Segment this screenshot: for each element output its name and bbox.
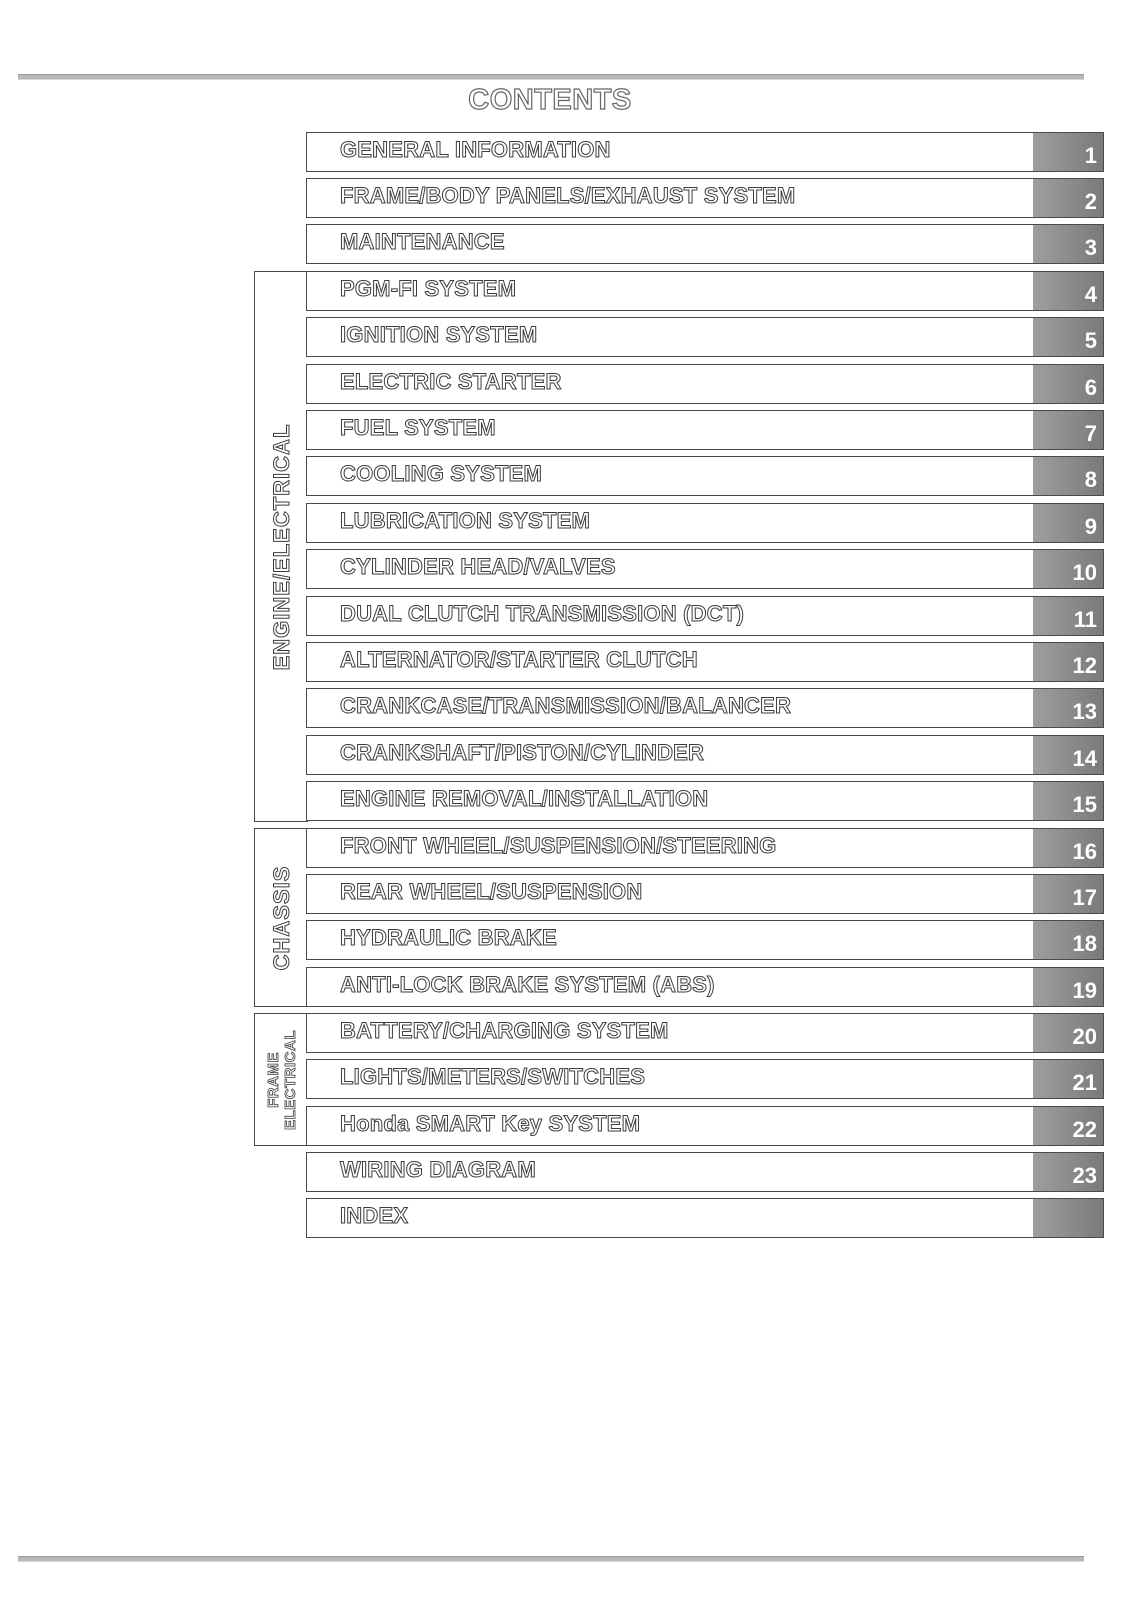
section-label: REAR WHEEL/SUSPENSION [340, 879, 643, 904]
section-number: 3 [1084, 235, 1097, 260]
top-rule [18, 74, 1084, 80]
section-number-tab [1033, 597, 1103, 635]
group-chassis [254, 828, 308, 1007]
section-label: PGM-FI SYSTEM [340, 276, 517, 301]
section-row[interactable] [306, 1059, 1104, 1099]
section-label: ANTI-LOCK BRAKE SYSTEM (ABS) [340, 972, 715, 997]
section-number-tab [1033, 689, 1103, 727]
section-label: COOLING SYSTEM [340, 461, 543, 486]
section-number-tab [1033, 225, 1103, 263]
section-row[interactable] [306, 503, 1104, 543]
section-number-tab [1033, 1107, 1103, 1145]
section-number-tab [1033, 968, 1103, 1006]
section-row[interactable] [306, 596, 1104, 636]
section-number: 22 [1072, 1117, 1097, 1142]
section-row[interactable] [306, 132, 1104, 172]
section-row[interactable] [306, 364, 1104, 404]
section-number-tab [1033, 1014, 1103, 1052]
section-label: FUEL SYSTEM [340, 415, 496, 440]
section-number-tab [1033, 365, 1103, 403]
section-number-tab [1033, 643, 1103, 681]
section-row[interactable] [306, 1106, 1104, 1146]
section-label: MAINTENANCE [340, 229, 505, 254]
section-number-tab [1033, 1153, 1103, 1191]
section-row[interactable] [306, 317, 1104, 357]
section-label: GENERAL INFORMATION [340, 137, 611, 162]
section-number-tab [1033, 411, 1103, 449]
section-number-tab [1033, 550, 1103, 588]
section-label: CRANKCASE/TRANSMISSION/BALANCER [340, 693, 792, 718]
section-row[interactable] [306, 178, 1104, 218]
section-number-tab [1033, 875, 1103, 913]
section-number: 12 [1072, 653, 1097, 678]
section-number-tab [1033, 318, 1103, 356]
section-number-tab [1033, 133, 1103, 171]
section-label: CYLINDER HEAD/VALVES [340, 554, 616, 579]
section-row[interactable] [306, 735, 1104, 775]
section-row[interactable] [306, 920, 1104, 960]
section-number: 7 [1084, 421, 1097, 446]
section-label: FRAME/BODY PANELS/EXHAUST SYSTEM [340, 183, 796, 208]
section-label: IGNITION SYSTEM [340, 322, 538, 347]
section-number: 20 [1072, 1024, 1097, 1049]
group-label-line2: ELECTRICAL [281, 1029, 299, 1130]
section-number: 19 [1072, 978, 1097, 1003]
section-number: 17 [1072, 885, 1097, 910]
section-number-tab [1033, 736, 1103, 774]
section-number: 4 [1084, 282, 1097, 307]
section-number: 23 [1072, 1163, 1097, 1188]
section-number: 14 [1072, 746, 1097, 771]
section-row[interactable] [306, 874, 1104, 914]
section-label: INDEX [340, 1203, 409, 1228]
section-number: 18 [1072, 931, 1097, 956]
section-label: CRANKSHAFT/PISTON/CYLINDER [340, 740, 705, 765]
section-number-tab [1033, 921, 1103, 959]
section-number: 6 [1084, 375, 1097, 400]
section-row[interactable] [306, 828, 1104, 868]
section-row[interactable] [306, 967, 1104, 1007]
section-number-tab [1033, 179, 1103, 217]
section-number-tab [1033, 1060, 1103, 1098]
section-row[interactable] [306, 224, 1104, 264]
section-row[interactable] [306, 1198, 1104, 1238]
section-number: 15 [1072, 792, 1097, 817]
section-row[interactable] [306, 549, 1104, 589]
section-number: 21 [1072, 1070, 1097, 1095]
group-engine-electrical [254, 271, 308, 822]
section-row[interactable] [306, 688, 1104, 728]
section-row[interactable] [306, 410, 1104, 450]
section-number: 13 [1072, 699, 1097, 724]
group-label: CHASSIS [268, 865, 294, 970]
section-number: 10 [1072, 560, 1097, 585]
section-number: 1 [1084, 143, 1097, 168]
section-row[interactable] [306, 781, 1104, 821]
section-row[interactable] [306, 642, 1104, 682]
section-number-tab [1033, 272, 1103, 310]
section-row[interactable] [306, 271, 1104, 311]
section-row[interactable] [306, 1013, 1104, 1053]
section-number: 16 [1072, 839, 1097, 864]
section-number: 5 [1084, 328, 1097, 353]
section-number: 8 [1084, 467, 1097, 492]
section-label: HYDRAULIC BRAKE [340, 925, 557, 950]
group-frame-electrical [254, 1013, 308, 1146]
section-number: 11 [1073, 607, 1097, 632]
section-row[interactable] [306, 1152, 1104, 1192]
section-label: WIRING DIAGRAM [340, 1157, 536, 1182]
group-label [265, 1030, 299, 1130]
section-label: ALTERNATOR/STARTER CLUTCH [340, 647, 698, 672]
section-number-tab [1033, 1199, 1103, 1237]
group-label-line1: FRAME [264, 1051, 282, 1108]
section-label: BATTERY/CHARGING SYSTEM [340, 1018, 669, 1043]
page-title: CONTENTS [468, 84, 632, 116]
section-label: ELECTRIC STARTER [340, 369, 562, 394]
section-label: DUAL CLUTCH TRANSMISSION (DCT) [340, 601, 745, 626]
group-label: ENGINE/ELECTRICAL [268, 423, 294, 670]
section-number: 9 [1084, 514, 1097, 539]
section-number-tab [1033, 457, 1103, 495]
section-number-tab [1033, 829, 1103, 867]
section-label: ENGINE REMOVAL/INSTALLATION [340, 786, 709, 811]
section-label: FRONT WHEEL/SUSPENSION/STEERING [340, 833, 777, 858]
section-number: 2 [1084, 189, 1097, 214]
section-label: Honda SMART Key SYSTEM [340, 1111, 641, 1136]
section-row[interactable] [306, 456, 1104, 496]
section-label: LUBRICATION SYSTEM [340, 508, 591, 533]
section-number-tab [1033, 504, 1103, 542]
bottom-rule [18, 1556, 1084, 1562]
section-number-tab [1033, 782, 1103, 820]
section-label: LIGHTS/METERS/SWITCHES [340, 1064, 646, 1089]
